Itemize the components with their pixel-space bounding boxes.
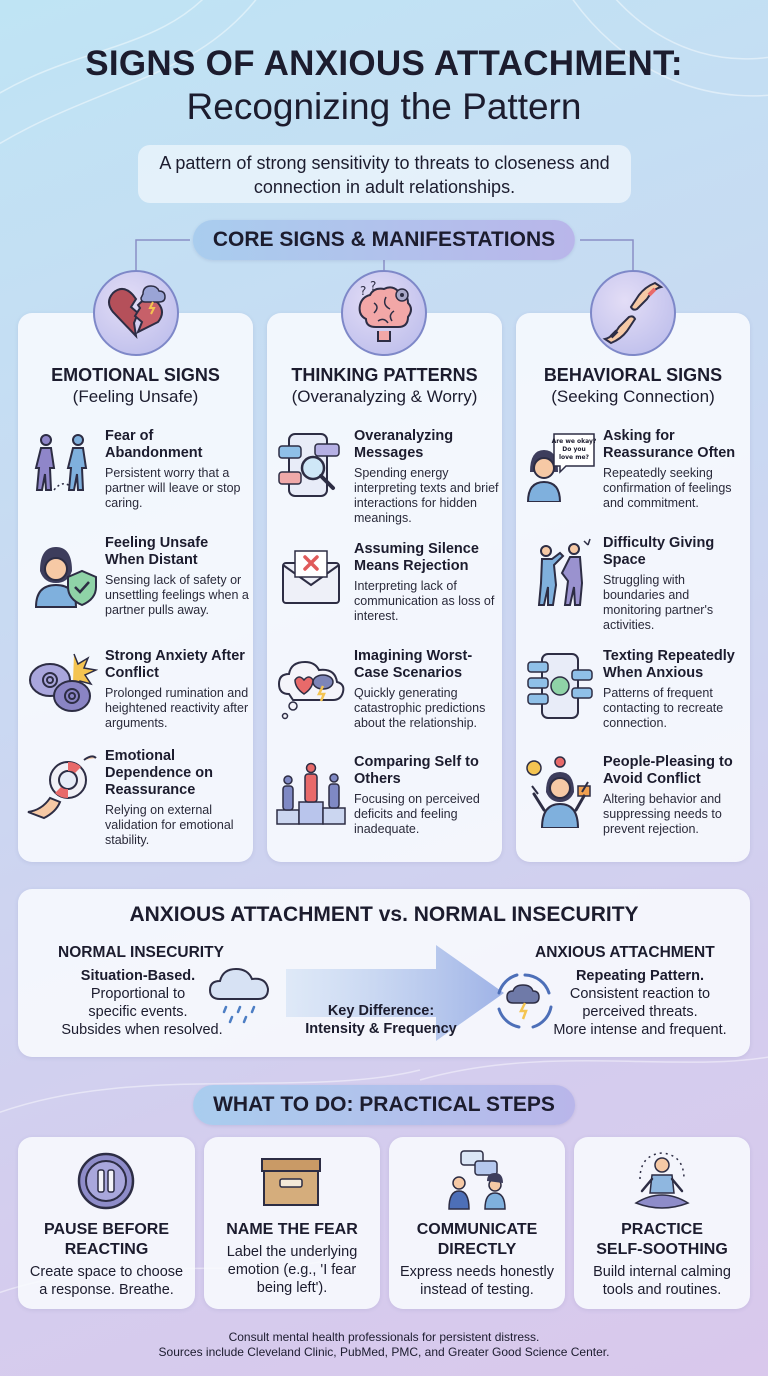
behavioral-signs-card (516, 313, 750, 862)
item-heading: Comparing Self to Others (354, 754, 479, 787)
normal-insecurity-heading: NORMAL INSECURITY (58, 944, 224, 961)
list-item (516, 428, 750, 538)
thought-cloud-storm-icon (275, 650, 347, 722)
list-item (18, 428, 253, 538)
labeled-box-icon (260, 1153, 322, 1209)
reaching-hands-icon (590, 270, 676, 356)
item-heading: Asking for Reassurance Often (603, 428, 736, 461)
item-body: Patterns of frequent contacting to recreate connection. (603, 686, 724, 730)
normal-insecurity-lead: Situation-Based. (80, 968, 196, 984)
column-subtitle: (Seeking Connection) (551, 387, 715, 406)
person-question-bubble-icon (524, 430, 596, 502)
item-body: Struggling with boundaries and monitoring partner's activities. (603, 573, 714, 632)
column-subtitle: (Feeling Unsafe) (72, 387, 199, 406)
anxious-attachment-body: Repeating Pattern. Consistent reaction to perceived threats. More intense and frequent. (553, 968, 727, 1038)
item-body: Prolonged rumination and heightened reactivity after arguments. (105, 686, 249, 730)
step-body-line2: tools and routines. (602, 1282, 722, 1298)
item-heading: Assuming Silence Means Rejection (354, 541, 479, 574)
thinking-patterns-card (267, 313, 502, 862)
people-pulling-icon (524, 537, 596, 609)
column-title: EMOTIONAL SIGNS (51, 365, 220, 385)
step-body: Create space to choose (29, 1264, 184, 1280)
step-heading: COMMUNICATE (416, 1221, 538, 1238)
footer (0, 1330, 768, 1360)
juggling-person-icon (524, 756, 596, 828)
list-item (516, 648, 750, 758)
svg-text:?: ? (370, 281, 377, 293)
footer-sources: Sources include Cleveland Clinic, PubMed, PMC, and Greater Good Science Center. (158, 1345, 610, 1359)
step-card-self-soothing (574, 1137, 750, 1309)
list-item (267, 428, 502, 538)
anxious-attachment-heading: ANXIOUS ATTACHMENT (535, 944, 715, 961)
item-heading: Texting Repeatedly When Anxious (603, 648, 735, 681)
two-people-talking-icon (443, 1149, 511, 1211)
meditating-person-icon (630, 1149, 694, 1211)
list-item (18, 748, 253, 858)
svg-text:Do you: Do you (562, 446, 586, 453)
svg-text:?: ? (360, 284, 367, 298)
item-heading: Emotional Dependence on Reassurance (105, 748, 213, 798)
footer-disclaimer: Consult mental health professionals for persistent distress. (228, 1330, 540, 1344)
step-heading-line2: DIRECTLY (437, 1241, 517, 1258)
worried-person-shield-icon (26, 537, 98, 609)
envelope-x-icon (275, 543, 347, 615)
item-body: Focusing on perceived deficits and feeling inadequate. (354, 792, 480, 836)
broken-heart-storm-icon (93, 270, 179, 356)
rain-cloud-icon (206, 965, 276, 1029)
list-item (516, 754, 750, 864)
item-heading: Imagining Worst-Case Scenarios (354, 648, 473, 681)
step-heading-line2: REACTING (64, 1241, 149, 1258)
item-heading: People-Pleasing to Avoid Conflict (603, 754, 733, 787)
step-body-line2: instead of testing. (420, 1282, 534, 1298)
step-body-line2: emotion (e.g., 'I fear (227, 1262, 357, 1278)
step-heading: NAME THE FEAR (226, 1221, 358, 1238)
step-heading-line2: SELF-SOOTHING (596, 1241, 728, 1258)
item-heading: Feeling Unsafe When Distant (105, 535, 209, 568)
svg-text:love me?: love me? (558, 454, 590, 461)
item-heading: Overanalyzing Messages (354, 428, 454, 461)
item-body: Spending energy interpreting texts and brief interactions for hidden meanings. (354, 466, 499, 525)
step-body-line2: a response. Breathe. (39, 1282, 174, 1298)
item-body: Repeatedly seeking confirmation of feelings and commitment. (603, 466, 732, 510)
practical-steps-pill: WHAT TO DO: PRACTICAL STEPS (193, 1085, 575, 1125)
item-heading: Strong Anxiety After Conflict (105, 648, 245, 681)
key-difference-text: Key Difference: Intensity & Frequency (305, 1003, 457, 1037)
normal-insecurity-body: Situation-Based. Proportional to specific events. Subsides when resolved. (61, 968, 223, 1038)
podium-people-icon (275, 756, 347, 828)
intro-text: A pattern of strong sensitivity to threats to closeness and connection in adult relationships. (138, 145, 631, 203)
step-heading: PRACTICE (621, 1221, 703, 1238)
phone-messages-icon (524, 650, 596, 722)
item-heading: Fear of Abandonment (105, 428, 203, 461)
people-walking-away-icon (26, 430, 98, 502)
step-card-communicate (389, 1137, 565, 1309)
item-body: Sensing lack of safety or unsettling feelings when a partner pulls away. (105, 573, 249, 617)
phone-magnifier-icon (275, 430, 347, 502)
list-item (516, 535, 750, 645)
step-card-pause (18, 1137, 195, 1309)
core-signs-pill: CORE SIGNS & MANIFESTATIONS (193, 220, 575, 260)
list-item (267, 648, 502, 758)
emotional-signs-card (18, 313, 253, 862)
list-item (18, 535, 253, 645)
brain-gears-icon (341, 270, 427, 356)
list-item (267, 754, 502, 864)
speech-bubbles-conflict-icon (26, 650, 98, 722)
item-body: Relying on external validation for emotional stability. (105, 803, 234, 847)
column-title: BEHAVIORAL SIGNS (543, 365, 723, 385)
comparison-title: ANXIOUS ATTACHMENT vs. NORMAL INSECURITY (129, 903, 639, 926)
column-title: THINKING PATTERNS (291, 365, 478, 385)
step-body: Build internal calming (593, 1264, 731, 1280)
pause-icon (76, 1151, 136, 1211)
page-title-line1: SIGNS OF ANXIOUS ATTACHMENT: (85, 44, 683, 83)
lifebuoy-hand-icon (26, 750, 98, 822)
page-title-line2: Recognizing the Pattern (186, 86, 582, 127)
step-body: Label the underlying (226, 1244, 358, 1260)
step-card-name-fear (204, 1137, 380, 1309)
item-body: Quickly generating catastrophic predictions about the relationship. (354, 686, 486, 730)
item-heading: Difficulty Giving Space (603, 535, 715, 568)
list-item (18, 648, 253, 758)
step-heading: PAUSE BEFORE (43, 1221, 170, 1238)
column-subtitle: (Overanalyzing & Worry) (291, 387, 478, 406)
step-body: Express needs honestly (400, 1264, 554, 1280)
anxious-attachment-lead: Repeating Pattern. (575, 968, 705, 984)
item-body: Persistent worry that a partner will leave or stop caring. (105, 466, 241, 510)
bubble-text: Are we okay? (551, 438, 596, 445)
list-item (267, 541, 502, 651)
item-body: Altering behavior and suppressing needs to prevent rejection. (603, 792, 722, 836)
item-body: Interpreting lack of communication as loss of interest. (354, 579, 495, 623)
step-body-line3: being left'). (256, 1280, 328, 1296)
